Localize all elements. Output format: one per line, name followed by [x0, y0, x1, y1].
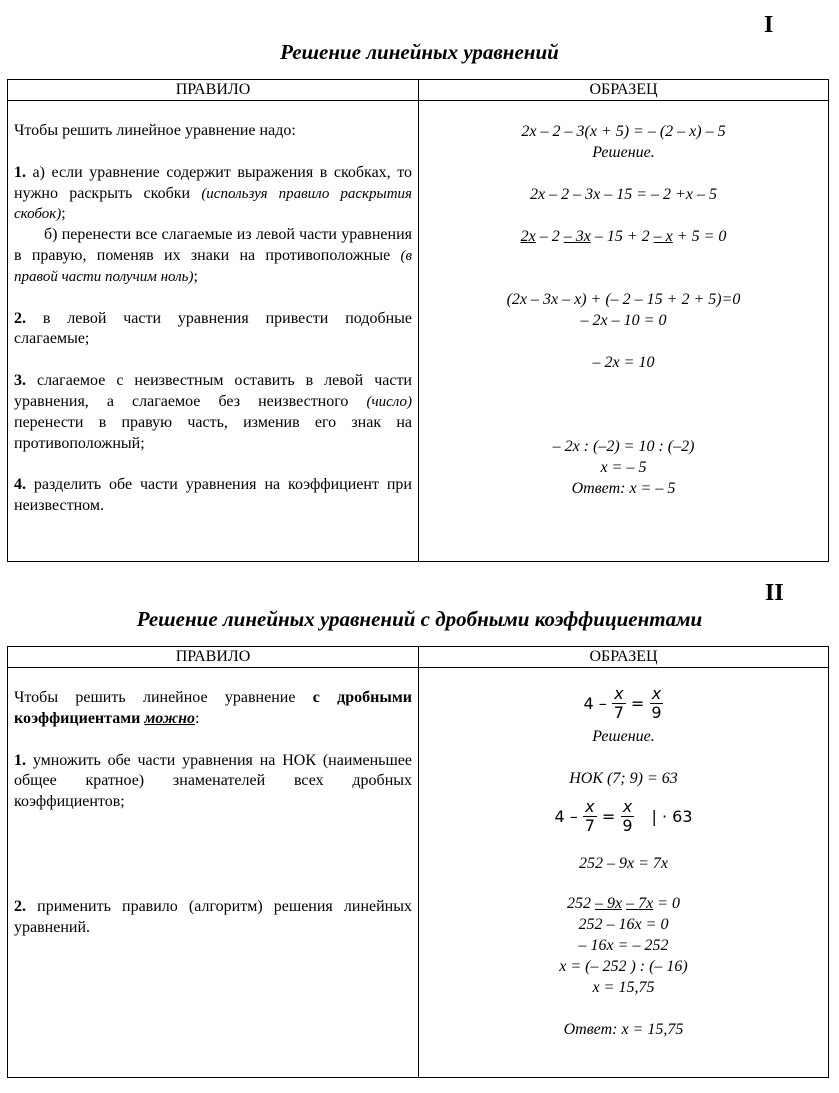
- sample-cell: [419, 668, 829, 1078]
- sample-equation: 4 – $\frac{x}{7}$ = $\frac{x}{9}$: [583, 683, 662, 722]
- rule-cell: [8, 668, 419, 1078]
- fraction: $\frac{x}{7}$: [584, 796, 595, 835]
- header-rule: ПРАВИЛО: [8, 80, 419, 101]
- header-sample: ОБРАЗЕЦ: [419, 80, 829, 101]
- sample-equation: 2x – 2 – 3(x + 5) = – (2 – x) – 5: [521, 123, 726, 140]
- rule-step-4: 4. разделить обе части уравнения на коэффициент при неизвестном.: [14, 476, 412, 515]
- sample-step: (2x – 3x – x) + (– 2 – 15 + 2 + 5)=0: [506, 291, 741, 308]
- section-number: II: [765, 580, 784, 606]
- fraction: $\frac{x}{9}$: [651, 683, 662, 722]
- sample-answer: Ответ: x = – 5: [571, 480, 676, 497]
- rule-step-1a: 1. а) если уравнение содержит выражения в скобках, то нужно раскрыть скобки (используя правило раскрытия скобок);: [14, 163, 413, 223]
- sample-step: 252 – 9x = 7x: [579, 855, 668, 872]
- sample-step: – 2x – 10 = 0: [580, 312, 667, 329]
- header-rule: ПРАВИЛО: [8, 647, 419, 668]
- sample-answer: Ответ: x = 15,75: [563, 1021, 684, 1038]
- sample-cell: [419, 101, 829, 562]
- rule-intro: Чтобы решить линейное уравнение надо:: [14, 122, 296, 139]
- rule-cell: [8, 101, 419, 562]
- rule-step-2: 2. в левой части уравнения привести подобные слагаемые;: [14, 309, 412, 348]
- sample-multiply: 4 – $\frac{x}{7}$ = $\frac{x}{9}$ | · 63: [554, 796, 693, 835]
- sample-step: x = – 5: [600, 459, 647, 476]
- rule-step-3: 3. слагаемое с неизвестным оставить в левой части уравнения, а слагаемое без неизвестного (число) перенести в правую часть, изменив его знак на противоположный;: [14, 372, 412, 452]
- sample-step: x = 15,75: [592, 979, 655, 996]
- sample-step: x = (– 252 ) : (– 16): [559, 958, 688, 975]
- rule-intro: Чтобы решить линейное уравнение с дробными коэффициентами можно:: [14, 689, 412, 727]
- sample-step: – 2x = 10: [592, 354, 655, 371]
- rule-step-1b: б) перенести все слагаемые из левой части уравнения в правую, поменяв их знаки на противоположные (в правой части получим ноль);: [14, 226, 412, 285]
- sample-solution-label: Решение.: [592, 728, 655, 745]
- sample-step: 252 – 9x – 7x = 0: [566, 895, 680, 912]
- sample-step: – 2x : (–2) = 10 : (–2): [552, 438, 695, 455]
- sample-step: 2x – 2 – 3x – 15 + 2 – x + 5 = 0: [520, 228, 727, 245]
- sample-solution-label: Решение.: [592, 144, 655, 161]
- rule-step-1: 1. умножить обе части уравнения на НОК (наименьшее общее кратное) знаменателей всех дробных коэффициентов;: [14, 751, 412, 811]
- fraction: $\frac{x}{9}$: [622, 796, 633, 835]
- sample-step: – 16x = – 252: [578, 937, 669, 954]
- section-title: Решение линейных уравнений: [280, 40, 559, 64]
- section-title: Решение линейных уравнений с дробными коэффициентами: [136, 607, 703, 631]
- rules-table: [7, 646, 829, 1078]
- rules-table: [7, 79, 829, 562]
- sample-nok: НОК (7; 9) = 63: [569, 770, 678, 787]
- fraction: $\frac{x}{7}$: [613, 683, 624, 722]
- sample-step: 252 – 16x = 0: [578, 916, 669, 933]
- section-number: I: [764, 12, 774, 38]
- sample-step: 2x – 2 – 3x – 15 = – 2 +x – 5: [530, 186, 717, 203]
- header-sample: ОБРАЗЕЦ: [419, 647, 829, 668]
- rule-step-2: 2. применить правило (алгоритм) решения линейных уравнений.: [14, 897, 412, 936]
